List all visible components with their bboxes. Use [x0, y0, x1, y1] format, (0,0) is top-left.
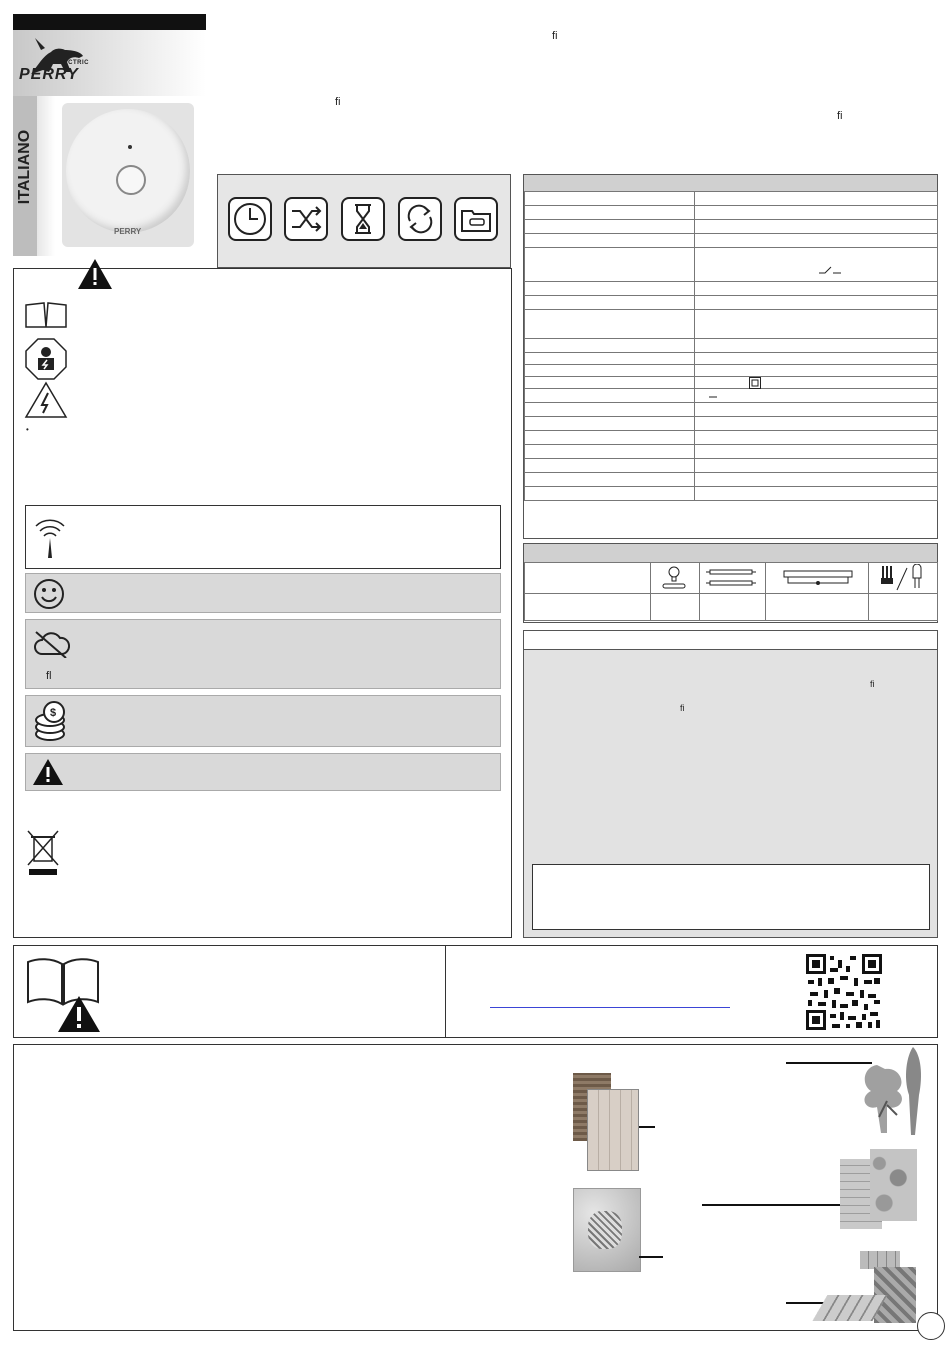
folder-icon: [454, 197, 498, 241]
clock-icon: [228, 197, 272, 241]
wireless-notice: [25, 505, 501, 569]
header-glyph-3: ﬁ: [837, 110, 843, 122]
table-row: [525, 487, 938, 501]
manual-warning-icon: [56, 994, 102, 1034]
device-image: [62, 103, 194, 247]
table-row: [525, 365, 938, 377]
brick-stone-wall-image: [840, 1149, 917, 1229]
dc-symbol-icon: [709, 394, 717, 400]
plaster-pointer-line: [639, 1256, 663, 1258]
cfl-led-bulb-icon: [877, 564, 927, 592]
range-illustrations: [13, 1044, 938, 1331]
warning-notice: [25, 753, 501, 791]
wood-pointer-line: [639, 1126, 655, 1128]
technician-icon: [24, 337, 68, 381]
shuffle-icon: [284, 197, 328, 241]
cloud-notice: [25, 619, 501, 689]
device-button: [116, 165, 146, 195]
table-row: [525, 339, 938, 353]
installation-note-box: [532, 864, 930, 930]
top-bar: [13, 14, 206, 30]
fluorescent-tube-icon: [706, 567, 756, 589]
table-row: [525, 389, 938, 403]
savings-notice: [25, 695, 501, 747]
manual-row: [13, 945, 938, 1038]
specifications-panel: [523, 174, 938, 539]
table-row: [525, 563, 938, 594]
halogen-bulb-icon: [659, 565, 689, 591]
table-row: [525, 220, 938, 234]
led-indicator: [128, 145, 132, 149]
smiley-icon: [32, 577, 66, 611]
trees-image: [857, 1045, 927, 1137]
coins-icon: [30, 700, 70, 744]
load-types-panel: [523, 543, 938, 623]
table-row: [525, 473, 938, 487]
language-tab-label: ITALIANO: [16, 129, 33, 205]
cloud-off-icon: [32, 630, 70, 658]
table-row: [525, 459, 938, 473]
comfort-notice: [25, 573, 501, 613]
svg-text:$: $: [50, 707, 57, 719]
safety-section: [13, 268, 512, 938]
table-row: [525, 377, 938, 389]
installation-panel: [523, 630, 938, 938]
table-row: [525, 417, 938, 431]
cloud-notice-glyph: ﬂ: [46, 670, 52, 682]
table-row: [525, 594, 938, 621]
table-row: [525, 353, 938, 365]
table-row: [525, 403, 938, 417]
bullet-point: •: [26, 425, 29, 434]
website-link[interactable]: [490, 1007, 730, 1008]
table-row: [525, 192, 938, 206]
wireless-antenna-icon: [32, 514, 68, 560]
table-row: [525, 445, 938, 459]
installation-glyph-1: ﬁ: [870, 679, 875, 689]
caution-icon: [32, 758, 64, 786]
device-label: PERRY: [114, 227, 142, 236]
led-strip-icon: [778, 567, 858, 589]
page-number-circle: [917, 1312, 945, 1340]
load-types-table: [524, 562, 938, 621]
weee-bin-icon: [26, 829, 60, 877]
brand-name: PERRY: [19, 66, 79, 83]
tab-fade: [37, 96, 55, 256]
repeat-icon: [398, 197, 442, 241]
table-row: [525, 248, 938, 282]
double-insulation-icon: [749, 377, 761, 389]
table-row: [525, 296, 938, 310]
qr-code[interactable]: [806, 954, 882, 1030]
function-icons-panel: [217, 174, 511, 268]
table-row: [525, 431, 938, 445]
table-row: [525, 206, 938, 220]
hourglass-icon: [341, 197, 385, 241]
language-tab: [13, 96, 37, 256]
brand-subtitle: ELECTRIC: [55, 60, 89, 66]
plaster-wall-image: [573, 1188, 641, 1272]
brick-wall-pointer-line: [702, 1204, 840, 1206]
relay-contact-icon: [819, 266, 841, 274]
manual-book-icon: [24, 299, 68, 331]
table-row: [525, 282, 938, 296]
table-row: [525, 310, 938, 339]
installation-header: [524, 631, 937, 650]
installation-glyph-2: ﬁ: [680, 703, 685, 713]
specifications-header: [524, 175, 937, 192]
wood-material-image: [573, 1073, 639, 1169]
concrete-floor-image: [820, 1251, 916, 1323]
header-glyph-2: ﬁ: [335, 96, 341, 108]
table-row: [525, 234, 938, 248]
specifications-table: [524, 191, 938, 501]
high-voltage-icon: [24, 381, 68, 419]
manual-row-divider: [445, 946, 446, 1037]
logo-panel: [13, 30, 206, 96]
warning-icon: [76, 257, 114, 291]
header-glyph-1: ﬁ: [552, 30, 558, 42]
load-types-header: [524, 544, 937, 563]
